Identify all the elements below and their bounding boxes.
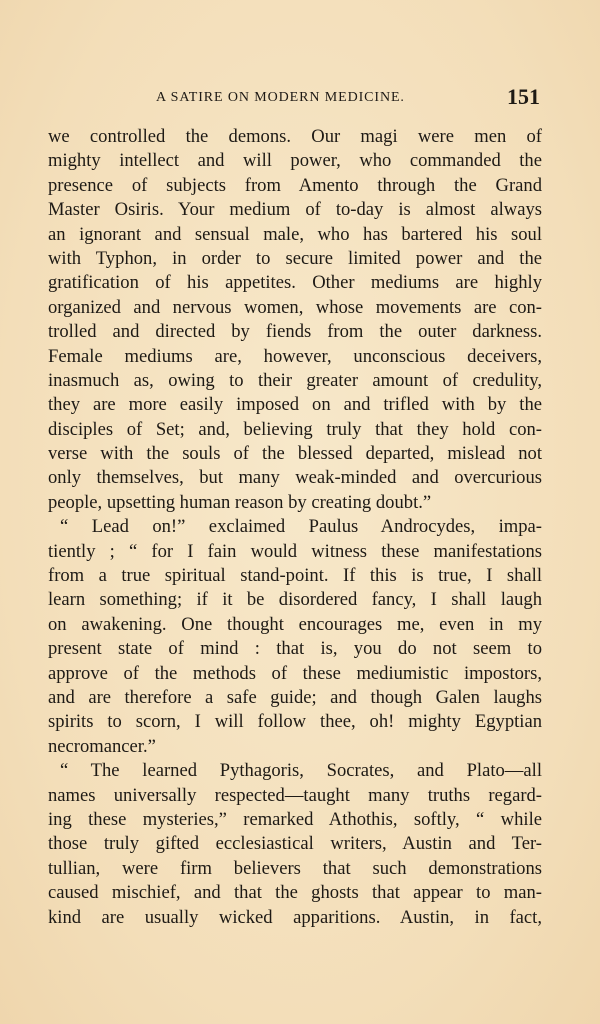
text-line: an ignorant and sensual male, who has bartered his soul <box>48 223 542 245</box>
text-line: gratification of his appetites. Other mediums are highly <box>48 272 542 294</box>
running-title: A SATIRE ON MODERN MEDICINE. <box>156 90 405 105</box>
text-line: on awakening. One thought encourages me, even in my <box>48 613 542 635</box>
text-line: “ Lead on!” exclaimed Paulus Androcydes, impa- <box>60 516 542 538</box>
text-line: spirits to scorn, I will follow thee, oh! mighty Egyptian <box>48 711 542 733</box>
text-line: inasmuch as, owing to their greater amount of credulity, <box>48 369 542 391</box>
text-line: trolled and directed by fiends from the outer darkness. <box>48 321 542 343</box>
text-line: organized and nervous women, whose movements are con- <box>48 296 542 318</box>
text-line: necromancer.” <box>48 735 156 757</box>
page-number: 151 <box>507 84 540 109</box>
text-line: Female mediums are, however, unconscious deceivers, <box>48 345 542 367</box>
text-line: only themselves, but many weak-minded and overcurious <box>48 467 542 489</box>
text-line: with Typhon, in order to secure limited power and the <box>48 247 542 269</box>
text-line: disciples of Set; and, believing truly that they hold con- <box>48 418 542 440</box>
text-line: ing these mysteries,” remarked Athothis, softly, “ while <box>48 808 542 830</box>
text-line: learn something; if it be disordered fancy, I shall laugh <box>48 589 542 611</box>
text-line: people, upsetting human reason by creating doubt.” <box>48 491 432 513</box>
text-line: from a true spiritual stand-point. If this is true, I shall <box>48 565 542 587</box>
text-line: presence of subjects from Amento through the Grand <box>48 174 542 196</box>
text-line: kind are usually wicked apparitions. Austin, in fact, <box>48 906 542 928</box>
text-line: verse with the souls of the blessed departed, mislead not <box>48 443 542 465</box>
text-line: those truly gifted ecclesiastical writers, Austin and Ter- <box>48 833 542 855</box>
text-line: approve of the methods of these mediumistic impostors, <box>48 662 542 684</box>
text-line: names universally respected—taught many truths regard- <box>48 784 542 806</box>
running-head <box>48 84 542 112</box>
text-line: caused mischief, and that the ghosts that appear to man- <box>48 882 542 904</box>
text-line: Master Osiris. Your medium of to-day is almost always <box>48 199 542 221</box>
body-text <box>48 125 542 930</box>
text-line: “ The learned Pythagoris, Socrates, and Plato—all <box>60 760 542 782</box>
text-line: mighty intellect and will power, who commanded the <box>48 150 542 172</box>
text-line: we controlled the demons. Our magi were men of <box>48 126 542 147</box>
text-line: tullian, were firm believers that such demonstrations <box>48 857 542 879</box>
text-line: they are more easily imposed on and trifled with by the <box>48 394 542 416</box>
text-line: tiently ; “ for I fain would witness these manifestations <box>48 540 542 562</box>
text-line: present state of mind : that is, you do not seem to <box>48 638 542 660</box>
text-line: and are therefore a safe guide; and though Galen laughs <box>48 686 542 708</box>
